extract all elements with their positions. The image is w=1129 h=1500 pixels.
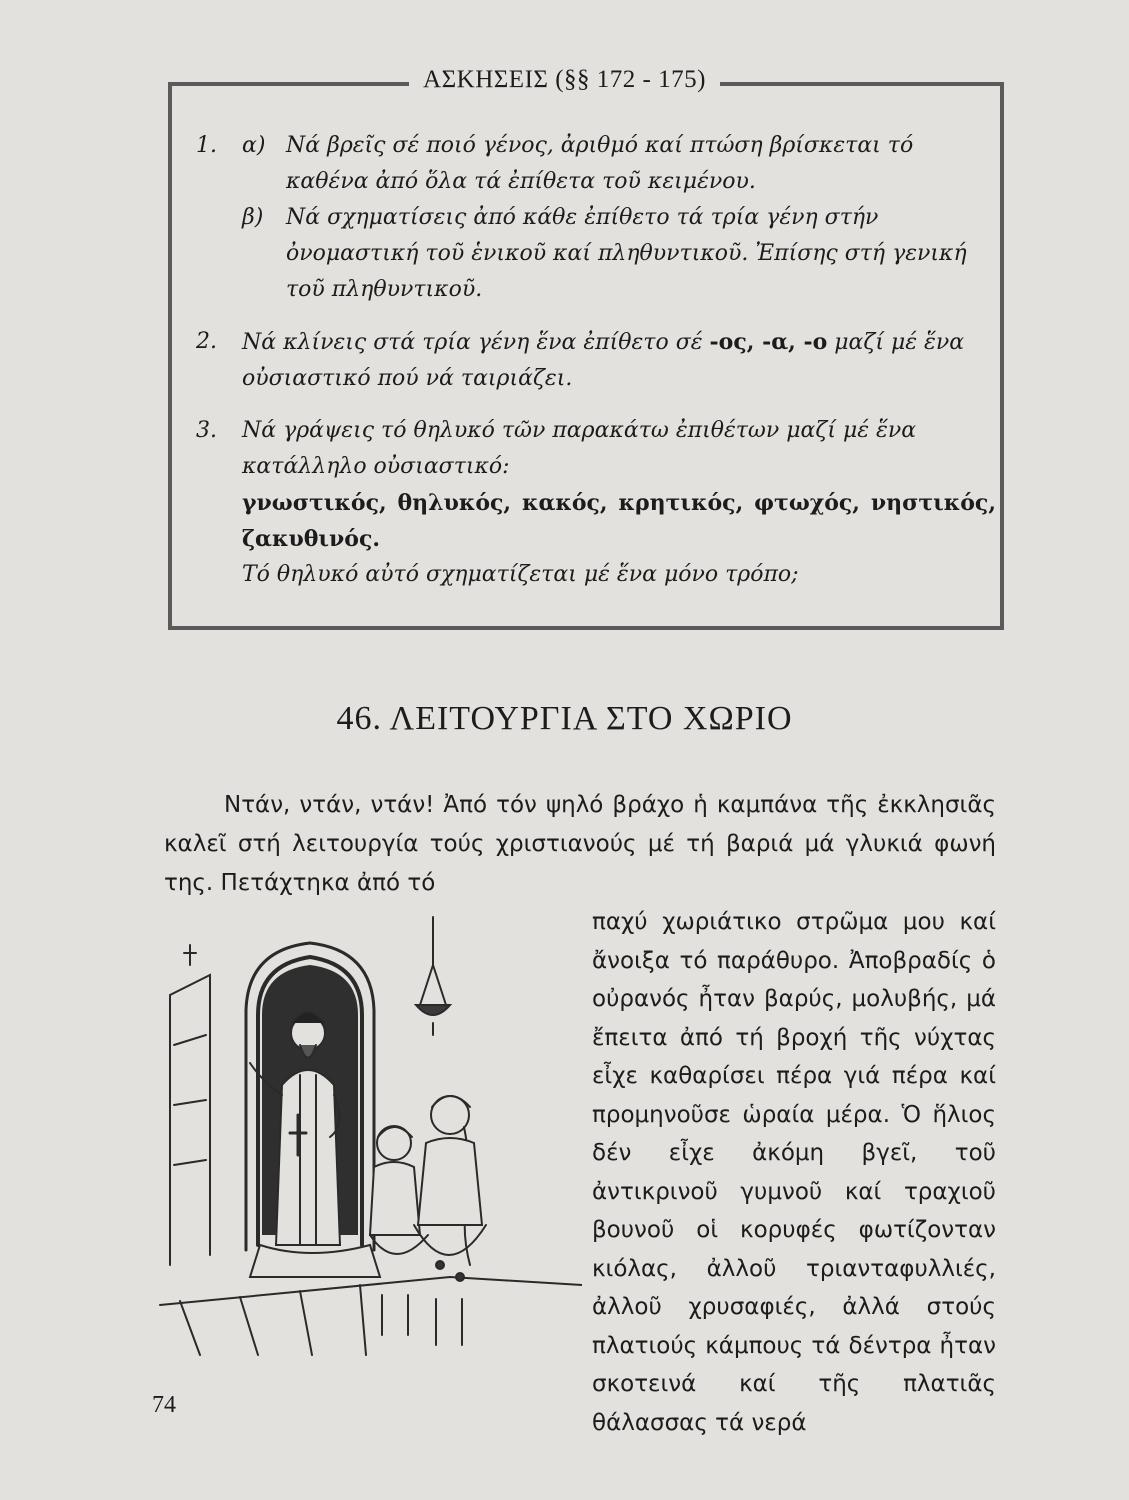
lesson-text-right: παχύ χωριάτικο στρῶμα μου καί ἄνοιξα τό παράθυρο. Ἀποβραδίς ὁ οὐρανός ἦταν βαρύς, μολυβής, μά ἔπειτα ἀπό τή βροχή τῆς νύχτας εἶχε καθαρίσει πέρα γιά πέρα καί προμηνοῦσε ὡραία μέρα. Ὁ ἥλιος δέν εἶχε ἀκόμη βγεῖ, τοῦ ἀντικρινοῦ γυμνοῦ καί τραχιοῦ βουνοῦ οἱ κορυφές φωτίζονταν κιόλας, ἀλλοῦ τριανταφυλλιές, ἀλλοῦ χρυσαφιές, ἀλλά στούς πλατιούς κάμπους τά δέντρα ἦταν σκοτεινά καί τῆς πλατιᾶς θάλασσας τά νερά (592, 909, 996, 1436)
lesson-text-top: Ντάν, ντάν, ντάν! Ἀπό τόν ψηλό βράχο ἡ καμπάνα τῆς ἐκκλησιᾶς καλεῖ στή λειτουργία τούς χριστιανούς μέ τή βαριά μά γλυκιά φωνή της. Πετάχτηκα ἀπό τό (164, 792, 996, 896)
subitem-text: Νά βρεῖς σέ ποιό γένος, ἀριθμό καί πτώση βρίσκεται τό καθένα ἀπό ὅλα τά ἐπίθετα τοῦ κειμένου. (286, 133, 914, 194)
priest-church-door-illustration (150, 905, 582, 1375)
exercise-question: Τό θηλυκό αὐτό σχηματίζεται μέ ἕνα μόνο τρόπο; (242, 562, 799, 587)
exercise-endings: -ος, -α, -ο (709, 329, 828, 355)
subitem-letter: β) (242, 205, 264, 230)
exercise-heading-row (0, 66, 1129, 94)
exercise-item-1 (196, 128, 996, 308)
lesson-title: 46. ΛΕΙΤΟΥΡΓΙΑ ΣΤΟ ΧΩΡΙΟ (336, 700, 793, 737)
exercise-instruction: Νά γράψεις τό θηλυκό τῶν παρακάτω ἐπιθέτων μαζί μέ ἕνα κατάλληλο οὐσιαστικό: (242, 418, 917, 479)
subitem-text: Νά σχηματίσεις ἀπό κάθε ἐπίθετο τά τρία γένη στήν ὀνομαστική τοῦ ἑνικοῦ καί πληθυντικοῦ. Ἐπίσης στή γενική τοῦ πληθυντικοῦ. (286, 205, 967, 302)
exercise-subitem-b (196, 200, 996, 308)
exercise-subitem-a (196, 128, 996, 200)
exercise-item-2 (196, 324, 996, 397)
exercise-text (196, 324, 996, 397)
exercise-body (196, 128, 996, 609)
exercise-heading: ΑΣΚΗΣΕΙΣ (§§ 172 - 175) (409, 66, 720, 93)
lesson-paragraph-top (164, 786, 996, 903)
exercise-text-after: μαζί μέ ἕνα οὐσιαστικό πού νά ταιριάζει. (242, 330, 965, 391)
exercise-text-before: Νά κλίνεις στά τρία γένη ἕνα ἐπίθετο σέ (242, 330, 703, 355)
exercise-text (196, 413, 996, 593)
exercise-number: 2. (196, 329, 217, 354)
exercise-item-3 (196, 413, 996, 593)
exercise-word-list: γνωστικός, θηλυκός, κακός, κρητικός, φτωχός, νηστικός, ζακυθινός. (242, 490, 996, 552)
lesson-paragraph-right (592, 903, 996, 1442)
exercise-number: 3. (196, 418, 217, 443)
subitem-letter: α) (242, 133, 266, 158)
exercise-number: 1. (196, 133, 217, 158)
page-number: 74 (152, 1392, 176, 1418)
